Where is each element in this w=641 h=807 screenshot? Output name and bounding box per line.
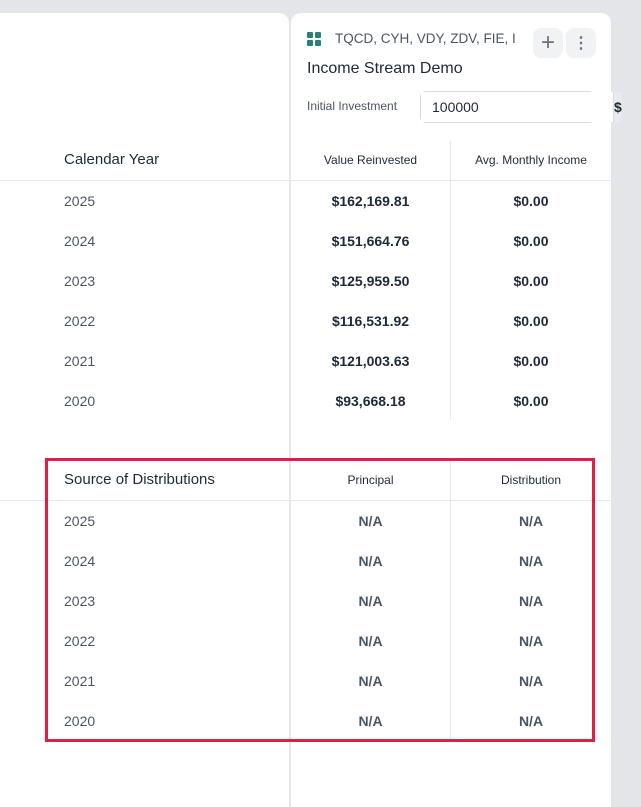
value-cell: $116,531.92 xyxy=(331,313,410,329)
value-cell: N/A xyxy=(358,513,383,529)
calendar-year-header: Calendar Year xyxy=(64,151,160,168)
grid-icon[interactable] xyxy=(307,32,321,46)
widget-title: Income Stream Demo xyxy=(307,60,463,77)
ticker-list[interactable]: TQCD, CYH, VDY, ZDV, FIE, I xyxy=(335,31,516,46)
left-panel xyxy=(0,13,289,807)
value-cell: $0.00 xyxy=(513,313,549,329)
year-cell: 2025 xyxy=(64,193,96,209)
value-cell: $151,664.76 xyxy=(331,233,410,249)
investment-input[interactable] xyxy=(421,92,613,122)
widget-header xyxy=(307,31,515,46)
more-options-button[interactable] xyxy=(566,28,596,58)
year-cell: 2025 xyxy=(64,513,96,529)
year-cell: 2020 xyxy=(64,393,96,409)
dist-header-divider xyxy=(0,500,611,501)
investment-label: Initial Investment xyxy=(307,99,398,113)
year-cell: 2022 xyxy=(64,633,96,649)
year-cell: 2021 xyxy=(64,673,96,689)
principal-header: Principal xyxy=(347,473,394,487)
source-of-distributions-header: Source of Distributions xyxy=(64,471,215,488)
value-cell: N/A xyxy=(358,673,383,689)
income-header-divider xyxy=(0,180,611,181)
year-cell: 2020 xyxy=(64,713,96,729)
value-cell: N/A xyxy=(518,513,544,529)
year-cell: 2023 xyxy=(64,273,96,289)
avg-monthly-income-header: Avg. Monthly Income xyxy=(475,153,587,167)
value-cell: $0.00 xyxy=(513,393,549,409)
year-cell: 2024 xyxy=(64,233,96,249)
value-cell: $121,003.63 xyxy=(331,353,410,369)
year-cell: 2021 xyxy=(64,353,96,369)
value-cell: N/A xyxy=(518,713,544,729)
value-cell: $93,668.18 xyxy=(335,393,406,409)
investment-field xyxy=(420,91,622,123)
value-reinvested-header: Value Reinvested xyxy=(323,153,418,167)
year-cell: 2022 xyxy=(64,313,96,329)
value-cell: N/A xyxy=(358,713,383,729)
distribution-header: Distribution xyxy=(500,473,562,487)
value-cell: N/A xyxy=(518,593,544,609)
value-cell: N/A xyxy=(518,633,544,649)
vertical-dots-icon: ⋮ xyxy=(573,35,589,52)
value-cell: $162,169.81 xyxy=(331,193,410,209)
value-cell: $125,959.50 xyxy=(331,273,410,289)
value-cell: N/A xyxy=(518,553,544,569)
value-cell: $0.00 xyxy=(513,353,549,369)
value-cell: $0.00 xyxy=(513,273,549,289)
year-cell: 2023 xyxy=(64,593,96,609)
value-cell: N/A xyxy=(518,673,544,689)
currency-unit: $ xyxy=(613,92,622,122)
value-cell: N/A xyxy=(358,553,383,569)
value-cell: $0.00 xyxy=(513,233,549,249)
value-cell: N/A xyxy=(358,633,383,649)
value-cell: $0.00 xyxy=(513,193,549,209)
add-button[interactable] xyxy=(533,28,563,58)
value-cell: N/A xyxy=(358,593,383,609)
year-cell: 2024 xyxy=(64,553,96,569)
plus-icon: + xyxy=(540,29,555,56)
